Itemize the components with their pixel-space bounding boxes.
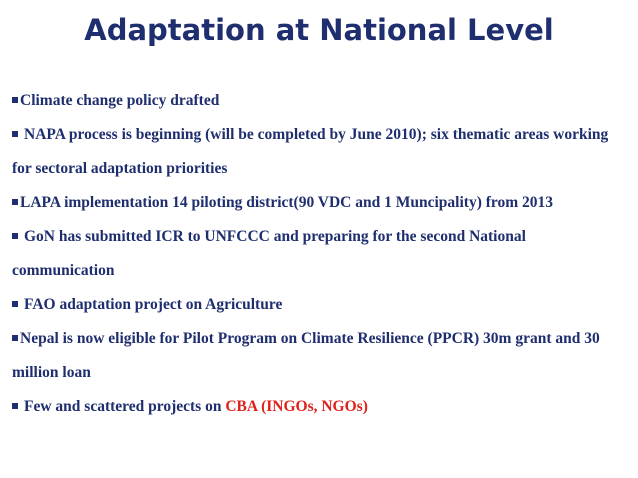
bullet-item-policy xyxy=(12,84,628,118)
square-bullet-icon xyxy=(12,97,18,103)
bullet-text: GoN has submitted ICR to UNFCCC and preparing for the second National communication xyxy=(12,228,526,279)
bullet-item-ppcr xyxy=(12,322,628,390)
square-bullet-icon xyxy=(12,131,18,137)
square-bullet-icon xyxy=(12,233,18,239)
bullet-item-napa xyxy=(12,118,628,186)
bullet-highlight-text: CBA (INGOs, NGOs) xyxy=(225,398,368,415)
slide-title: Adaptation at National Level xyxy=(84,13,554,47)
bullet-item-gon xyxy=(12,220,628,288)
square-bullet-icon xyxy=(12,403,18,409)
bullet-text: FAO adaptation project on Agriculture xyxy=(24,296,283,313)
bullet-item-cba xyxy=(12,390,628,424)
bullet-text: Nepal is now eligible for Pilot Program on Climate Resilience (PPCR) 30m grant and 30 million loan xyxy=(12,330,600,381)
bullet-text: Few and scattered projects on xyxy=(24,398,226,415)
square-bullet-icon xyxy=(12,301,18,307)
square-bullet-icon xyxy=(12,335,18,341)
bullet-text: LAPA implementation 14 piloting district(90 VDC and 1 Muncipality) from 2013 xyxy=(20,194,554,211)
bullet-item-fao xyxy=(12,288,628,322)
bullet-text: NAPA process is beginning (will be completed by June 2010); six thematic areas working for sectoral adaptation priorities xyxy=(12,126,609,177)
bullet-text: Climate change policy drafted xyxy=(20,92,220,109)
bullet-list xyxy=(12,84,628,424)
bullet-item-lapa xyxy=(12,186,628,220)
square-bullet-icon xyxy=(12,199,18,205)
